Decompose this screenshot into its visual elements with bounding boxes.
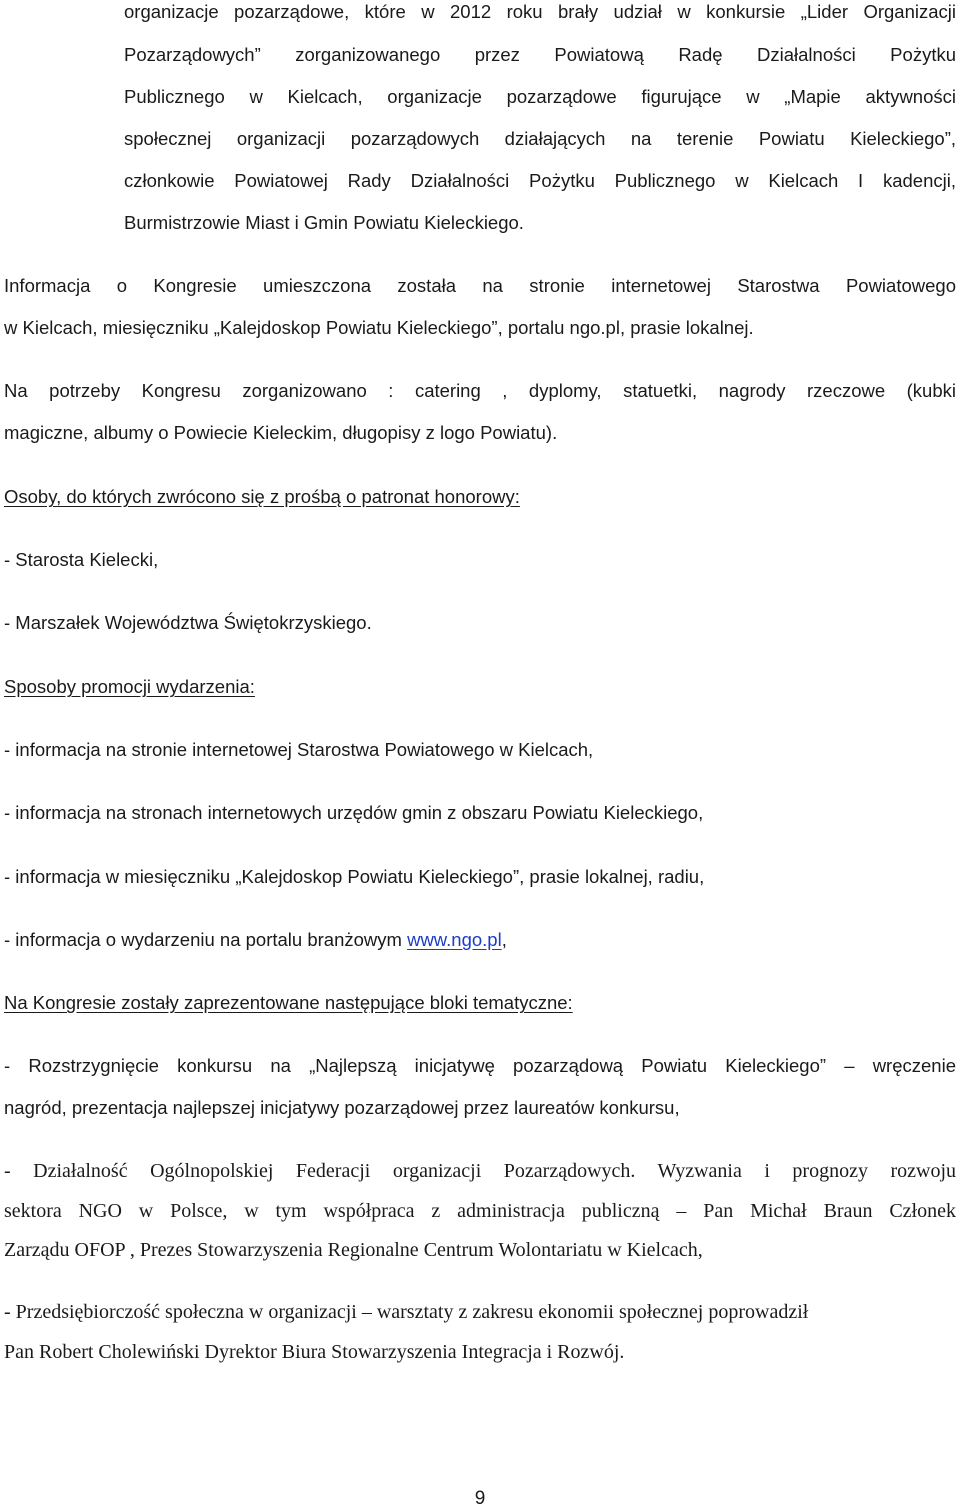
promotion-heading: Sposoby promocji wydarzenia: <box>4 676 255 697</box>
page-number: 9 <box>474 1488 486 1509</box>
needs-line: Na potrzeby Kongresu zorganizowano : catering , dyplomy, statuetki, nagrody rzeczowe (kubki <box>4 380 956 401</box>
promotion-item: - informacja na stronach internetowych urzędów gmin z obszaru Powiatu Kieleckiego, <box>4 802 704 823</box>
promotion-item: - informacja w miesięczniku „Kalejdoskop Powiatu Kieleckiego”, prasie lokalnej, radiu, <box>4 866 705 887</box>
promotion-item-last <box>4 928 956 952</box>
patronage-item: - Starosta Kielecki, <box>4 549 159 570</box>
intro-line: Pozarządowych” zorganizowanego przez Powiatową Radę Działalności Pożytku <box>124 44 956 65</box>
block-line: nagród, prezentacja najlepszej inicjatywy pozarządowej przez laureatów konkursu, <box>4 1097 680 1118</box>
block-line: - Działalność Ogólnopolskiej Federacji organizacji Pozarządowych. Wyzwania i prognozy rozwoju <box>4 1160 956 1182</box>
block-line: sektora NGO w Polsce, w tym współpraca z administracja publiczną – Pan Michał Braun Członek <box>4 1200 956 1222</box>
block-line: Zarządu OFOP , Prezes Stowarzyszenia Regionalne Centrum Wolontariatu w Kielcach, <box>4 1239 703 1261</box>
ngo-link[interactable]: www.ngo.pl <box>407 929 502 950</box>
blocks-heading: Na Kongresie zostały zaprezentowane następujące bloki tematyczne: <box>4 992 573 1013</box>
block-line: Pan Robert Cholewiński Dyrektor Biura Stowarzyszenia Integracja i Rozwój. <box>4 1341 625 1363</box>
info-line: w Kielcach, miesięczniku „Kalejdoskop Powiatu Kieleckiego”, portalu ngo.pl, prasie lokalnej. <box>4 317 754 338</box>
promotion-item-suffix: , <box>501 929 507 950</box>
intro-line: społecznej organizacji pozarządowych działających na terenie Powiatu Kieleckiego”, <box>124 128 956 149</box>
patronage-heading: Osoby, do których zwrócono się z prośbą o patronat honorowy: <box>4 486 520 507</box>
intro-line: Burmistrzowie Miast i Gmin Powiatu Kieleckiego. <box>124 212 524 233</box>
intro-line: Publicznego w Kielcach, organizacje pozarządowe figurujące w „Mapie aktywności <box>124 86 956 107</box>
intro-line: organizacje pozarządowe, które w 2012 roku brały udział w konkursie „Lider Organizacji <box>124 1 956 22</box>
intro-line: członkowie Powiatowej Rady Działalności Pożytku Publicznego w Kielcach I kadencji, <box>124 170 956 191</box>
promotion-item: - informacja na stronie internetowej Starostwa Powiatowego w Kielcach, <box>4 739 594 760</box>
promotion-item-text: - informacja o wydarzeniu na portalu branżowym <box>4 929 408 950</box>
patronage-item: - Marszałek Województwa Świętokrzyskiego. <box>4 612 372 633</box>
needs-line: magiczne, albumy o Powiecie Kieleckim, długopisy z logo Powiatu). <box>4 422 558 443</box>
block-line: - Rozstrzygnięcie konkursu na „Najlepszą inicjatywę pozarządową Powiatu Kieleckiego” – wręczenie <box>4 1055 956 1076</box>
block-line: - Przedsiębiorczość społeczna w organizacji – warsztaty z zakresu ekonomii społecznej poprowadził <box>4 1301 809 1323</box>
info-line: Informacja o Kongresie umieszczona została na stronie internetowej Starostwa Powiatowego <box>4 275 956 296</box>
